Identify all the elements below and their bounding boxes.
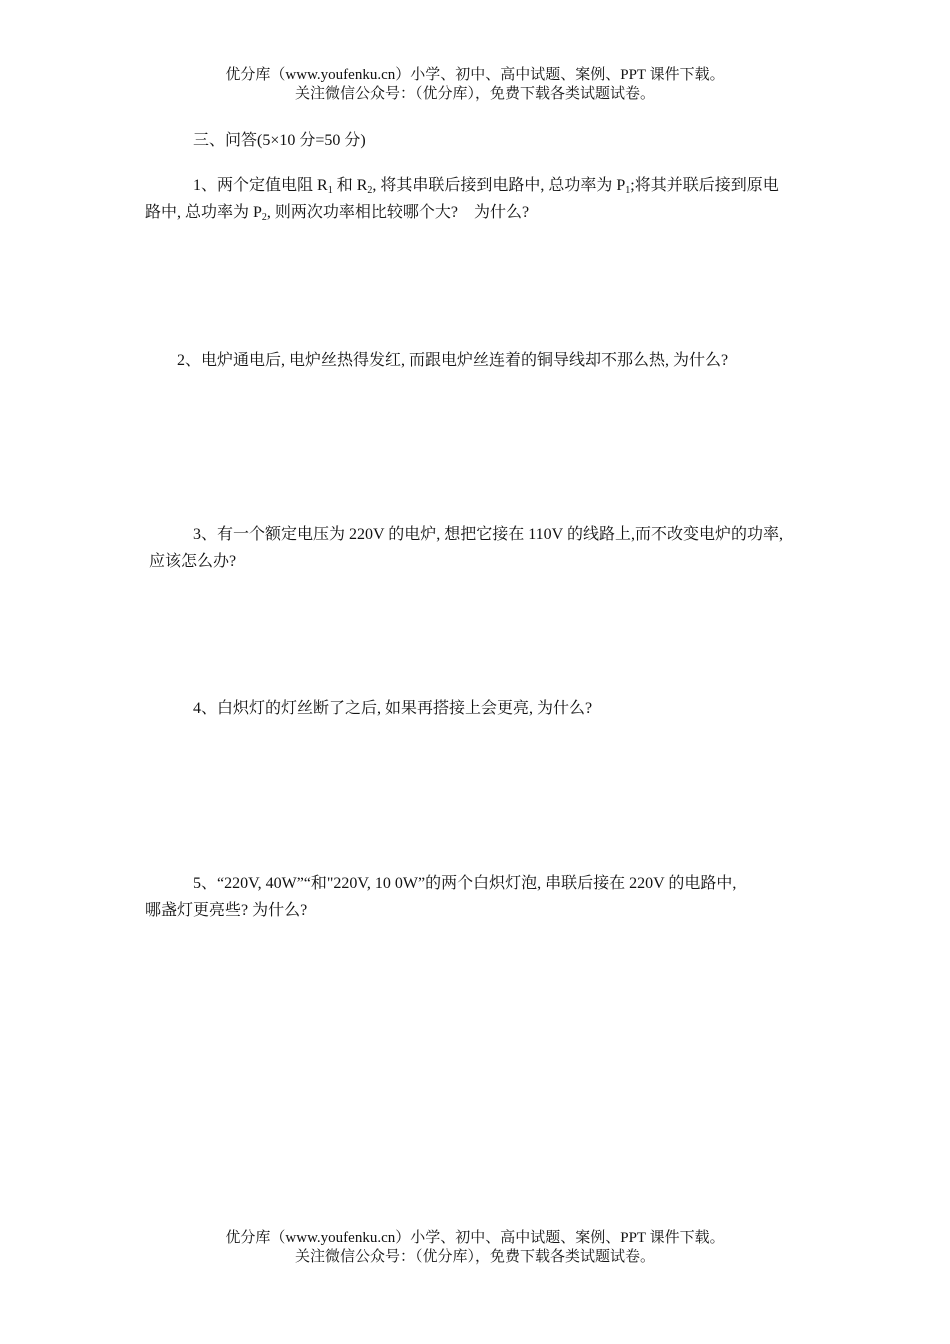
footer-line-1: 优分库（www.youfenku.cn）小学、初中、高中试题、案例、PPT 课件下载。: [225, 1230, 725, 1246]
q1-text-e: 路中, 总功率为 P: [145, 204, 262, 221]
header-line-2: 关注微信公众号：（优分库），免费下载各类试题试卷。: [294, 86, 655, 102]
question-5: [145, 870, 825, 924]
q1-text-d: ;将其并联后接到原电: [630, 177, 779, 194]
q1-text-a: 1、两个定值电阻 R: [193, 177, 328, 194]
question-3-line-2: 应该怎么办?: [149, 553, 237, 570]
q1-sub-p2: 2: [261, 212, 267, 223]
q1-text-f: , 则两次功率相比较哪个大? 为什么?: [266, 204, 530, 221]
q1-sub-p1: 1: [625, 185, 631, 196]
q1-sub-r2: 2: [367, 185, 373, 196]
question-5-line-2: 哪盏灯更亮些? 为什么?: [145, 902, 308, 919]
header-line-1: 优分库（www.youfenku.cn）小学、初中、高中试题、案例、PPT 课件下载。: [225, 67, 725, 83]
question-1: [145, 172, 825, 226]
question-3: [145, 521, 825, 575]
question-1-line-2: [145, 199, 825, 226]
q1-text-c: , 将其串联后接到电路中, 总功率为 P: [372, 177, 626, 194]
question-1-line-1: [145, 172, 825, 199]
page-header: [0, 66, 950, 104]
question-2-text: 2、电炉通电后, 电炉丝热得发红, 而跟电炉丝连着的铜导线却不那么热, 为什么?: [177, 352, 729, 369]
question-3-line-1: 3、有一个额定电压为 220V 的电炉, 想把它接在 110V 的线路上,而不改变电炉的功率,: [193, 526, 783, 543]
q1-text-b: 和 R: [332, 177, 368, 194]
section-title: 三、问答(5×10 分=50 分): [193, 132, 366, 149]
question-4: [145, 695, 825, 722]
question-5-line-1: 5、“220V, 40W”“和"220V, 10 0W”的两个白炽灯泡, 串联后接在 220V 的电路中,: [193, 875, 737, 892]
page-footer: [0, 1229, 950, 1267]
question-4-text: 4、白炽灯的灯丝断了之后, 如果再搭接上会更亮, 为什么?: [193, 700, 593, 717]
footer-line-2: 关注微信公众号：（优分库），免费下载各类试题试卷。: [294, 1249, 655, 1265]
question-2: [145, 347, 825, 374]
q1-sub-r1: 1: [327, 185, 333, 196]
